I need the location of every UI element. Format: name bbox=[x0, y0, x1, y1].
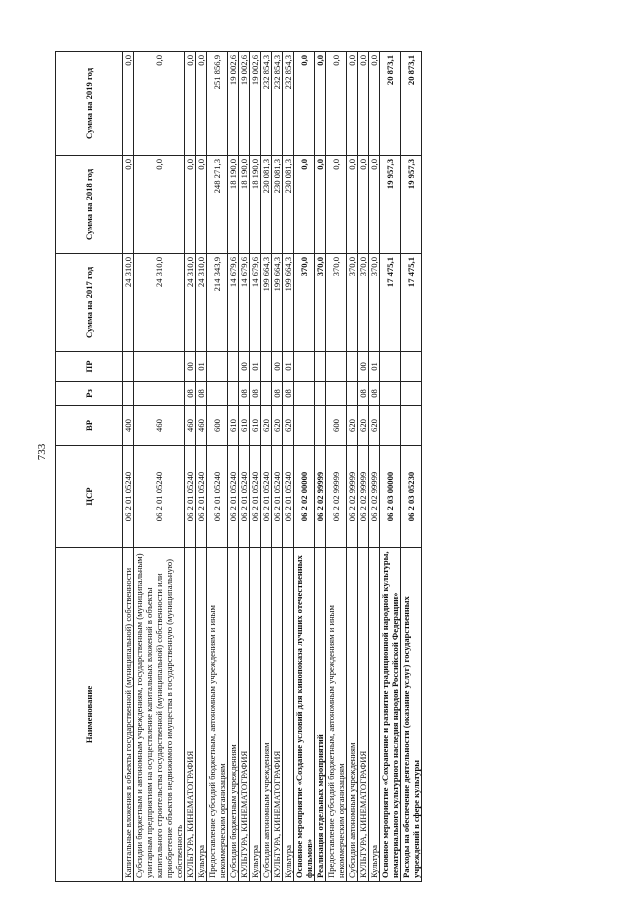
cell-sum-2019: 0,0 bbox=[315, 52, 326, 156]
cell-csr: 06 2 02 00000 bbox=[294, 446, 315, 548]
cell-vr bbox=[294, 406, 315, 446]
table-row bbox=[369, 52, 380, 882]
cell-pr: 01 bbox=[250, 352, 261, 382]
table-row bbox=[196, 52, 207, 882]
table-row bbox=[239, 52, 250, 882]
table-row bbox=[380, 52, 401, 882]
cell-sum-2017: 370,0 bbox=[315, 254, 326, 352]
cell-vr: 460 bbox=[185, 406, 196, 446]
cell-rz: 08 bbox=[239, 382, 250, 406]
cell-sum-2017: 24 310,0 bbox=[134, 254, 185, 352]
cell-name: Культура bbox=[283, 548, 294, 882]
cell-sum-2017: 24 310,0 bbox=[185, 254, 196, 352]
cell-csr: 06 2 03 05230 bbox=[401, 446, 422, 548]
cell-rz bbox=[380, 382, 401, 406]
cell-vr: 460 bbox=[196, 406, 207, 446]
cell-name: Культура bbox=[369, 548, 380, 882]
cell-pr bbox=[228, 352, 239, 382]
cell-vr bbox=[315, 406, 326, 446]
cell-csr: 06 2 02 99999 bbox=[315, 446, 326, 548]
cell-rz bbox=[261, 382, 272, 406]
table-row bbox=[347, 52, 358, 882]
cell-rz bbox=[401, 382, 422, 406]
cell-name: Субсидии бюджетным и автономным учреждениям, государственным (муниципальным) унитарным предприятиям на осуществление капитальных вложений в объекты капитального строительства государственной (муниципальной) собственности или приобретение объектов недвижимого имущества в государственную (муниципальную) собственность bbox=[134, 548, 185, 882]
cell-sum-2017: 14 679,6 bbox=[228, 254, 239, 352]
cell-rz: 08 bbox=[272, 382, 283, 406]
cell-rz bbox=[326, 382, 347, 406]
cell-vr: 400 bbox=[123, 406, 134, 446]
cell-pr: 01 bbox=[196, 352, 207, 382]
cell-sum-2019: 232 854,3 bbox=[283, 52, 294, 156]
cell-pr: 00 bbox=[272, 352, 283, 382]
cell-name: Предоставление субсидий бюджетным, автономным учреждениям и иным некоммерческим организациям bbox=[326, 548, 347, 882]
cell-name: Основное мероприятие «Сохранение и развитие традиционной народной культуры, нематериального культурного наследия народов Российской Федерации» bbox=[380, 548, 401, 882]
cell-name: Реализация отдельных мероприятий bbox=[315, 548, 326, 882]
cell-sum-2017: 214 343,9 bbox=[207, 254, 228, 352]
cell-csr: 06 2 02 99999 bbox=[369, 446, 380, 548]
cell-sum-2019: 19 002,6 bbox=[239, 52, 250, 156]
cell-name: Предоставление субсидий бюджетным, автономным учреждениям и иным некоммерческим организациям bbox=[207, 548, 228, 882]
cell-sum-2018: 0,0 bbox=[326, 156, 347, 254]
cell-vr bbox=[401, 406, 422, 446]
cell-rz bbox=[134, 382, 185, 406]
budget-table bbox=[55, 51, 422, 882]
header-csr: ЦСР bbox=[56, 446, 123, 548]
cell-pr bbox=[347, 352, 358, 382]
cell-rz bbox=[123, 382, 134, 406]
cell-sum-2018: 0,0 bbox=[123, 156, 134, 254]
cell-pr: 01 bbox=[369, 352, 380, 382]
cell-pr bbox=[401, 352, 422, 382]
cell-vr: 620 bbox=[347, 406, 358, 446]
cell-sum-2017: 370,0 bbox=[347, 254, 358, 352]
cell-pr: 00 bbox=[239, 352, 250, 382]
cell-rz: 08 bbox=[358, 382, 369, 406]
cell-sum-2018: 0,0 bbox=[185, 156, 196, 254]
table-row bbox=[134, 52, 185, 882]
header-name: Наименование bbox=[56, 548, 123, 882]
cell-sum-2019: 0,0 bbox=[134, 52, 185, 156]
cell-sum-2019: 232 854,3 bbox=[272, 52, 283, 156]
table-row bbox=[228, 52, 239, 882]
cell-pr bbox=[326, 352, 347, 382]
cell-csr: 06 2 01 05240 bbox=[196, 446, 207, 548]
table-row bbox=[283, 52, 294, 882]
cell-csr: 06 2 01 05240 bbox=[123, 446, 134, 548]
cell-csr: 06 2 01 05240 bbox=[134, 446, 185, 548]
cell-sum-2018: 0,0 bbox=[294, 156, 315, 254]
cell-sum-2017: 199 664,3 bbox=[261, 254, 272, 352]
header-sum-2019: Сумма на 2019 год bbox=[56, 52, 123, 156]
cell-sum-2019: 0,0 bbox=[123, 52, 134, 156]
table-row bbox=[250, 52, 261, 882]
cell-vr: 620 bbox=[261, 406, 272, 446]
cell-sum-2019: 232 854,3 bbox=[261, 52, 272, 156]
table-row bbox=[315, 52, 326, 882]
cell-sum-2019: 251 856,9 bbox=[207, 52, 228, 156]
cell-pr bbox=[207, 352, 228, 382]
cell-sum-2017: 370,0 bbox=[294, 254, 315, 352]
table-row bbox=[185, 52, 196, 882]
cell-sum-2019: 0,0 bbox=[347, 52, 358, 156]
cell-csr: 06 2 03 00000 bbox=[380, 446, 401, 548]
cell-sum-2017: 17 475,1 bbox=[380, 254, 401, 352]
cell-pr bbox=[380, 352, 401, 382]
cell-sum-2018: 18 190,0 bbox=[250, 156, 261, 254]
cell-name: Основное мероприятие «Создание условий для кинопоказа лучших отечественных фильмов» bbox=[294, 548, 315, 882]
cell-sum-2017: 14 679,6 bbox=[250, 254, 261, 352]
cell-name: Культура bbox=[196, 548, 207, 882]
cell-sum-2019: 20 873,1 bbox=[380, 52, 401, 156]
header-pr: ПР bbox=[56, 352, 123, 382]
cell-pr: 00 bbox=[358, 352, 369, 382]
cell-name: КУЛЬТУРА, КИНЕМАТОГРАФИЯ bbox=[185, 548, 196, 882]
cell-sum-2017: 370,0 bbox=[358, 254, 369, 352]
cell-name: Субсидии автономным учреждениям bbox=[261, 548, 272, 882]
cell-vr: 620 bbox=[272, 406, 283, 446]
table-row bbox=[401, 52, 422, 882]
cell-sum-2017: 370,0 bbox=[326, 254, 347, 352]
page-number: 733 bbox=[36, 443, 48, 461]
cell-csr: 06 2 01 05240 bbox=[228, 446, 239, 548]
cell-sum-2017: 370,0 bbox=[369, 254, 380, 352]
table-header-row bbox=[56, 52, 123, 882]
cell-rz bbox=[347, 382, 358, 406]
cell-vr: 610 bbox=[239, 406, 250, 446]
cell-sum-2018: 0,0 bbox=[347, 156, 358, 254]
cell-sum-2019: 0,0 bbox=[185, 52, 196, 156]
table-row bbox=[294, 52, 315, 882]
cell-name: Культура bbox=[250, 548, 261, 882]
cell-sum-2018: 19 957,3 bbox=[380, 156, 401, 254]
cell-rz: 08 bbox=[250, 382, 261, 406]
cell-pr bbox=[315, 352, 326, 382]
table-row bbox=[326, 52, 347, 882]
cell-sum-2018: 248 271,3 bbox=[207, 156, 228, 254]
cell-vr: 620 bbox=[283, 406, 294, 446]
cell-pr: 01 bbox=[283, 352, 294, 382]
cell-csr: 06 2 02 99999 bbox=[347, 446, 358, 548]
cell-sum-2018: 18 190,0 bbox=[228, 156, 239, 254]
cell-vr: 600 bbox=[207, 406, 228, 446]
cell-csr: 06 2 02 99999 bbox=[326, 446, 347, 548]
cell-sum-2017: 24 310,0 bbox=[123, 254, 134, 352]
table-row bbox=[272, 52, 283, 882]
cell-pr: 00 bbox=[185, 352, 196, 382]
cell-vr: 620 bbox=[369, 406, 380, 446]
cell-rz bbox=[294, 382, 315, 406]
cell-name: Капитальные вложения в объекты государственной (муниципальной) собственности bbox=[123, 548, 134, 882]
rotated-page bbox=[55, 52, 422, 882]
cell-csr: 06 2 01 05240 bbox=[250, 446, 261, 548]
cell-sum-2019: 0,0 bbox=[294, 52, 315, 156]
cell-csr: 06 2 01 05240 bbox=[272, 446, 283, 548]
cell-rz bbox=[315, 382, 326, 406]
header-rz: Рз bbox=[56, 382, 123, 406]
cell-csr: 06 2 01 05240 bbox=[283, 446, 294, 548]
cell-vr: 620 bbox=[358, 406, 369, 446]
cell-name: Субсидии бюджетным учреждениям bbox=[228, 548, 239, 882]
cell-vr bbox=[380, 406, 401, 446]
cell-csr: 06 2 01 05240 bbox=[239, 446, 250, 548]
cell-rz: 08 bbox=[196, 382, 207, 406]
cell-rz bbox=[228, 382, 239, 406]
table-row bbox=[123, 52, 134, 882]
cell-sum-2019: 0,0 bbox=[196, 52, 207, 156]
cell-csr: 06 2 01 05240 bbox=[207, 446, 228, 548]
cell-sum-2018: 0,0 bbox=[134, 156, 185, 254]
cell-csr: 06 2 02 99999 bbox=[358, 446, 369, 548]
cell-sum-2019: 19 002,6 bbox=[250, 52, 261, 156]
cell-pr bbox=[294, 352, 315, 382]
cell-rz: 08 bbox=[185, 382, 196, 406]
cell-sum-2017: 199 664,3 bbox=[283, 254, 294, 352]
cell-rz bbox=[207, 382, 228, 406]
cell-sum-2018: 0,0 bbox=[196, 156, 207, 254]
cell-sum-2018: 19 957,3 bbox=[401, 156, 422, 254]
header-sum-2017: Сумма на 2017 год bbox=[56, 254, 123, 352]
cell-pr bbox=[261, 352, 272, 382]
cell-sum-2017: 17 475,1 bbox=[401, 254, 422, 352]
cell-vr: 460 bbox=[134, 406, 185, 446]
cell-pr bbox=[123, 352, 134, 382]
cell-sum-2018: 0,0 bbox=[369, 156, 380, 254]
header-vr: ВР bbox=[56, 406, 123, 446]
cell-sum-2019: 0,0 bbox=[358, 52, 369, 156]
cell-name: КУЛЬТУРА, КИНЕМАТОГРАФИЯ bbox=[272, 548, 283, 882]
cell-csr: 06 2 01 05240 bbox=[185, 446, 196, 548]
cell-name: Субсидии автономным учреждениям bbox=[347, 548, 358, 882]
table-row bbox=[207, 52, 228, 882]
cell-vr: 610 bbox=[250, 406, 261, 446]
cell-sum-2018: 0,0 bbox=[358, 156, 369, 254]
header-sum-2018: Сумма на 2018 год bbox=[56, 156, 123, 254]
cell-pr bbox=[134, 352, 185, 382]
cell-sum-2018: 230 081,3 bbox=[283, 156, 294, 254]
cell-name: КУЛЬТУРА, КИНЕМАТОГРАФИЯ bbox=[358, 548, 369, 882]
cell-sum-2019: 19 002,6 bbox=[228, 52, 239, 156]
table-body bbox=[123, 52, 422, 882]
cell-sum-2018: 230 081,3 bbox=[272, 156, 283, 254]
cell-vr: 610 bbox=[228, 406, 239, 446]
cell-sum-2019: 20 873,1 bbox=[401, 52, 422, 156]
cell-sum-2017: 24 310,0 bbox=[196, 254, 207, 352]
table-row bbox=[261, 52, 272, 882]
cell-sum-2019: 0,0 bbox=[369, 52, 380, 156]
cell-name: Расходы на обеспечение деятельности (оказание услуг) государственных учреждений в сфере культуры bbox=[401, 548, 422, 882]
cell-sum-2017: 199 664,3 bbox=[272, 254, 283, 352]
table-row bbox=[358, 52, 369, 882]
cell-csr: 06 2 01 05240 bbox=[261, 446, 272, 548]
cell-sum-2018: 230 081,3 bbox=[261, 156, 272, 254]
cell-sum-2019: 0,0 bbox=[326, 52, 347, 156]
cell-sum-2017: 14 679,6 bbox=[239, 254, 250, 352]
cell-rz: 08 bbox=[283, 382, 294, 406]
cell-sum-2018: 18 190,0 bbox=[239, 156, 250, 254]
cell-name: КУЛЬТУРА, КИНЕМАТОГРАФИЯ bbox=[239, 548, 250, 882]
cell-vr: 600 bbox=[326, 406, 347, 446]
cell-sum-2018: 0,0 bbox=[315, 156, 326, 254]
cell-rz: 08 bbox=[369, 382, 380, 406]
